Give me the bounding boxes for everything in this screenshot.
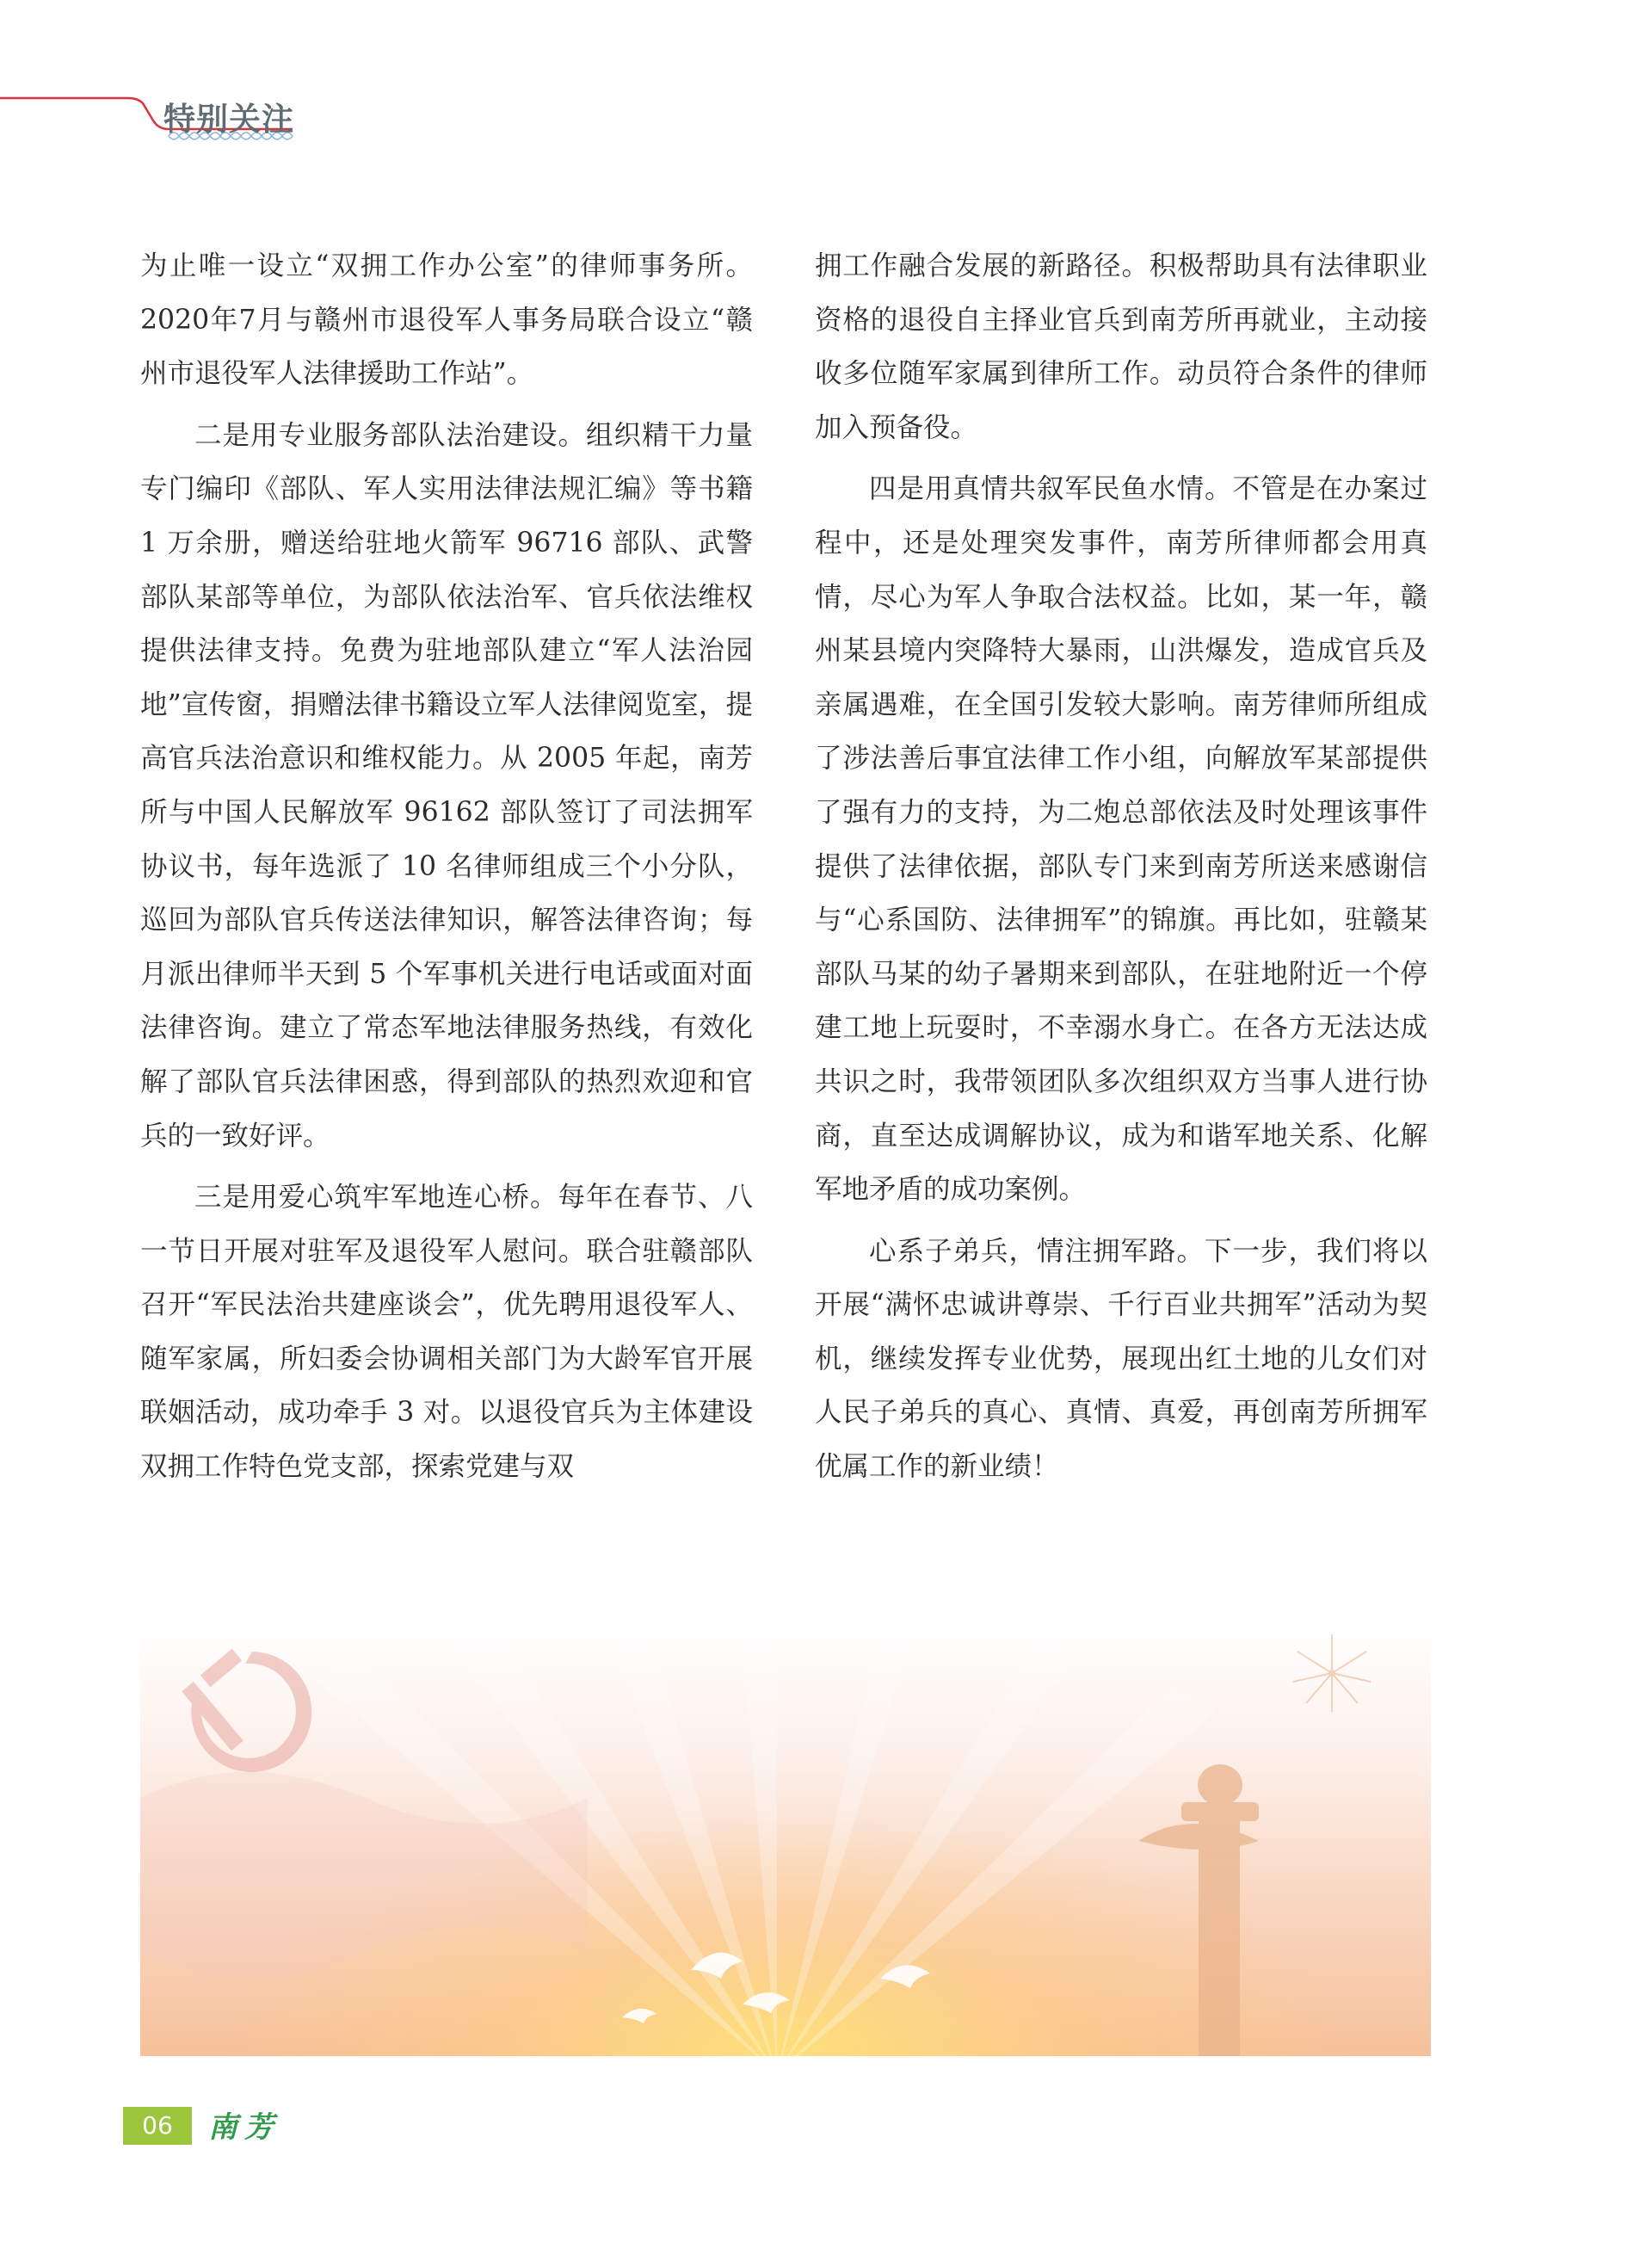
firework-icon [1293,1634,1371,1712]
paragraph: 三是用爱心筑牢军地连心桥。每年在春节、八一节日开展对驻军及退役军人慰问。联合驻赣部队召开“军民法治共建座谈会”，优先聘用退役军人、随军家属，所妇委会协调相关部门为大龄军官开展联姻活动，成功牵手 3 对。以退役官兵为主体建设双拥工作特色党支部，探索党建与双 [140,1182,753,1483]
magazine-name: 南芳 [208,2110,280,2145]
right-column [815,239,1427,1502]
paragraph: 四是用真情共叙军民鱼水情。不管是在办案过程中，还是处理突发事件，南芳所律师都会用真情，尽心为军人争取合法权益。比如，某一年，赣州某县境内突降特大暴雨，山洪爆发，造成官兵及亲属遇难，在全国引发较大影响。南芳律师所组成了涉法善后事宜法律工作小组，向解放军某部提供了强有力的支持，为二炮总部依法及时处理该事件提供了法律依据，部队专门来到南芳所送来感谢信与“心系国防、法律拥军”的锦旗。再比如，驻赣某部队马某的幼子暑期来到部队，在驻地附近一个停建工地上玩耍时，不幸溺水身亡。在各方无法达成共识之时，我带领团队多次组织双方当事人进行协商，直至达成调解协议，成为和谐军地关系、化解军地矛盾的成功案例。 [815,473,1427,1206]
decorative-banner-image [140,1626,1431,2056]
section-label: 特别关注 [163,101,294,138]
flag-shape [140,1772,588,1979]
party-emblem-icon [182,1649,311,1772]
paragraph: 拥工作融合发展的新路径。积极帮助具有法律职业资格的退役自主择业官兵到南芳所再就业，主动接收多位随军家属到律所工作。动员符合条件的律师加入预备役。 [815,250,1427,443]
page-header [0,0,1652,146]
paragraph: 为止唯一设立“双拥工作办公室”的律师事务所。2020年7月与赣州市退役军人事务局联合设立“赣州市退役军人法律援助工作站”。 [140,250,753,390]
huabiao-column-icon [1138,1764,1259,2056]
page-number-badge: 06 [123,2107,192,2145]
paragraph: 二是用专业服务部队法治建设。组织精干力量专门编印《部队、军人实用法律法规汇编》等书籍 1 万余册，赠送给驻地火箭军 96716 部队、武警部队某部等单位，为部队依法治军、官兵依法维权提供法律支持。免费为驻地部队建立“军人法治园地”宣传窗，捐赠法律书籍设立军人法律阅览室，提高官兵法治意识和维权能力。从 2005 年起，南芳所与中国人民解放军 96162 部队签订了司法拥军协议书，每年选派了 10 名律师组成三个小分队，巡回为部队官兵传送法律知识，解答法律咨询；每月派出律师半天到 5 个军事机关进行电话或面对面法律咨询。建立了常态军地法律服务热线，有效化解了部队官兵法律困惑，得到部队的热烈欢迎和官兵的一致好评。 [140,419,753,1152]
banner-illustration [140,1626,1431,2056]
paragraph: 心系子弟兵，情注拥军路。下一步，我们将以开展“满怀忠诚讲尊崇、千行百业共拥军”活动为契机，继续发挥专业优势，展现出红土地的儿女们对人民子弟兵的真心、真情、真爱，再创南芳所拥军优属工作的新业绩！ [815,1235,1427,1483]
left-column [140,239,753,1502]
